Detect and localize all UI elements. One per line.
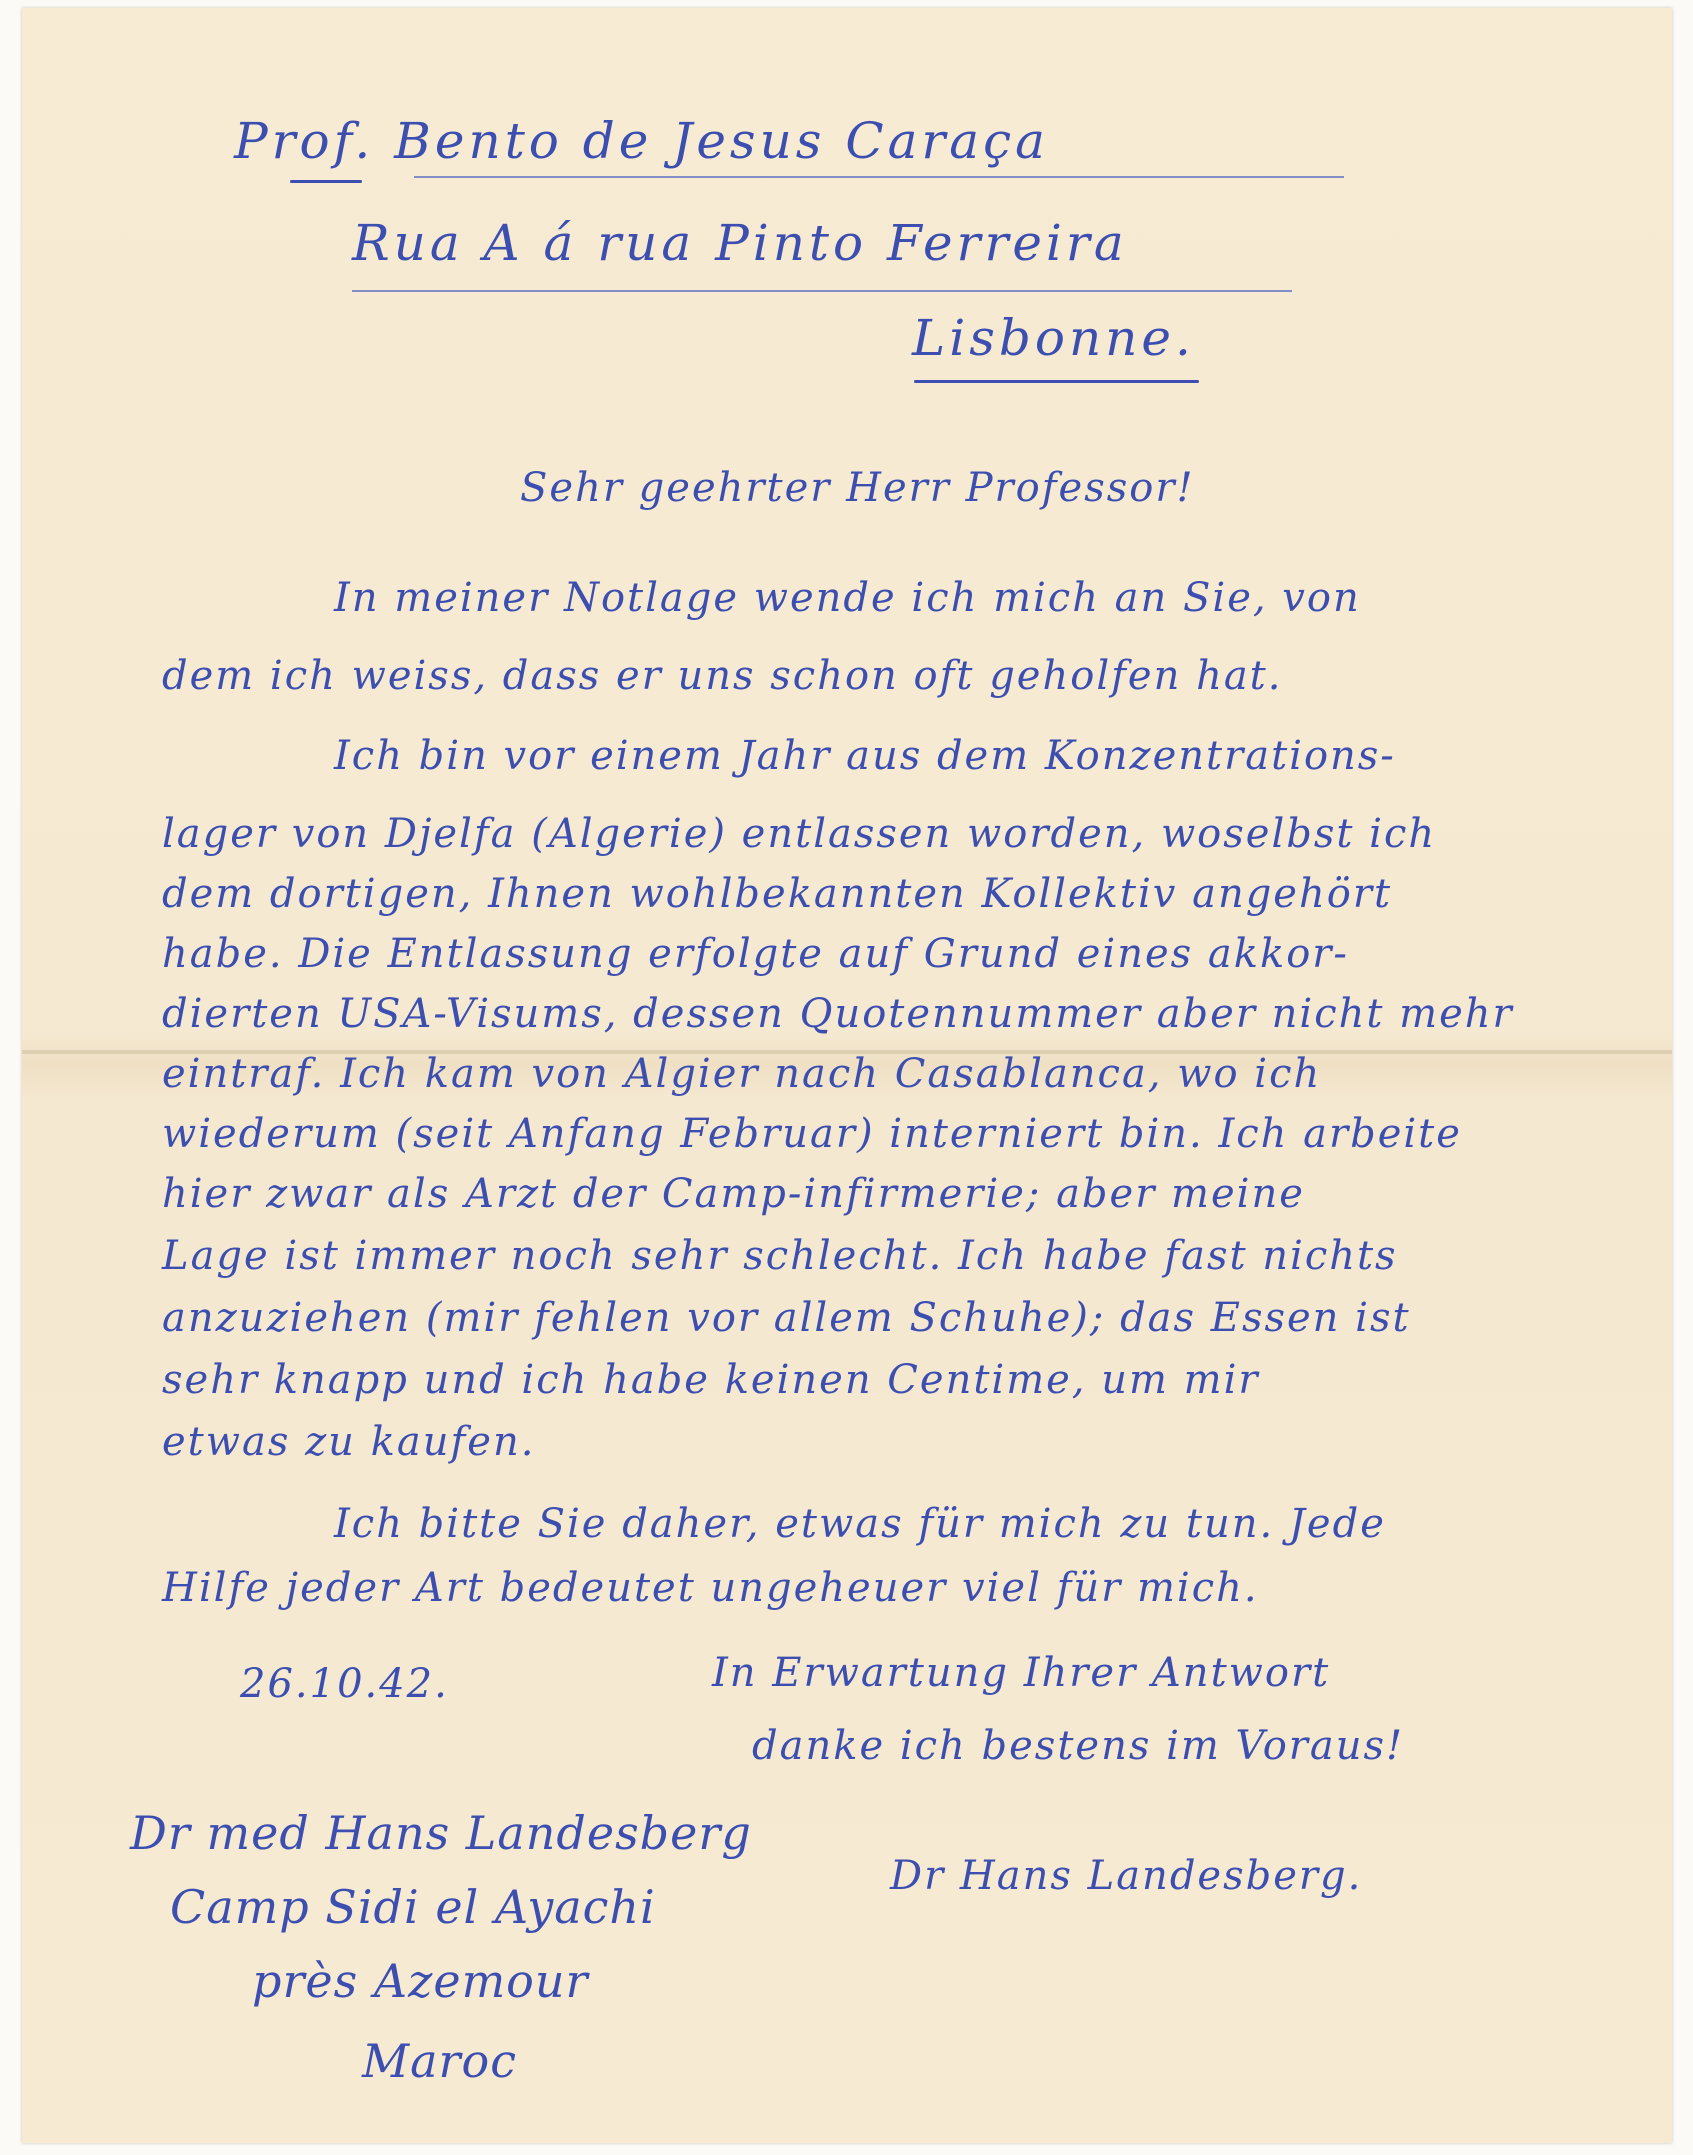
signature: Dr Hans Landesberg. [890, 1853, 1363, 1899]
letter-date: 26.10.42. [240, 1661, 449, 1707]
sender-line-2: Camp Sidi el Ayachi [170, 1880, 656, 1934]
body-line-6: habe. Die Entlassung erfolgte auf Grund eines akkor- [162, 931, 1349, 977]
body-line-12: anzuziehen (mir fehlen vor allem Schuhe); das Essen ist [162, 1295, 1411, 1341]
closing-line-2: danke ich bestens im Voraus! [752, 1723, 1405, 1769]
body-line-5: dem dortigen, Ihnen wohlbekannten Kollektiv angehört [162, 871, 1393, 917]
body-line-11: Lage ist immer noch sehr schlecht. Ich habe fast nichts [162, 1233, 1398, 1279]
closing-line-1: In Erwartung Ihrer Antwort [712, 1650, 1331, 1696]
body-line-4: lager von Djelfa (Algerie) entlassen worden, woselbst ich [162, 811, 1437, 857]
body-line-8: eintraf. Ich kam von Algier nach Casablanca, wo ich [162, 1051, 1322, 1097]
address-rule-1 [414, 176, 1344, 178]
body-line-16: Hilfe jeder Art bedeutet ungeheuer viel für mich. [162, 1565, 1259, 1611]
body-line-7: dierten USA-Visums, dessen Quotennummer aber nicht mehr [162, 991, 1514, 1037]
body-line-3: Ich bin vor einem Jahr aus dem Konzentrations- [334, 733, 1396, 779]
salutation: Sehr geehrter Herr Professor! [520, 465, 1195, 511]
address-underline-3 [914, 380, 1199, 383]
address-line-1: Prof. Bento de Jesus Caraça [234, 112, 1049, 170]
body-line-1: In meiner Notlage wende ich mich an Sie, von [334, 575, 1361, 621]
body-line-13: sehr knapp und ich habe keinen Centime, um mir [162, 1357, 1260, 1403]
body-line-2: dem ich weiss, dass er uns schon oft geholfen hat. [162, 653, 1283, 699]
letter-sheet [22, 8, 1672, 2143]
address-line-3: Lisbonne. [912, 309, 1195, 367]
sender-line-4: Maroc [362, 2034, 517, 2088]
sender-line-3: près Azemour [252, 1954, 589, 2008]
body-line-14: etwas zu kaufen. [162, 1419, 536, 1465]
body-line-15: Ich bitte Sie daher, etwas für mich zu tun. Jede [334, 1501, 1386, 1547]
sender-line-1: Dr med Hans Landesberg [130, 1806, 752, 1860]
body-line-10: hier zwar als Arzt der Camp-infirmerie; aber meine [162, 1171, 1305, 1217]
body-line-9: wiederum (seit Anfang Februar) interniert bin. Ich arbeite [162, 1111, 1462, 1157]
address-line-2: Rua A á rua Pinto Ferreira [352, 214, 1128, 272]
address-rule-2 [352, 290, 1292, 292]
address-underline-1 [290, 180, 362, 183]
